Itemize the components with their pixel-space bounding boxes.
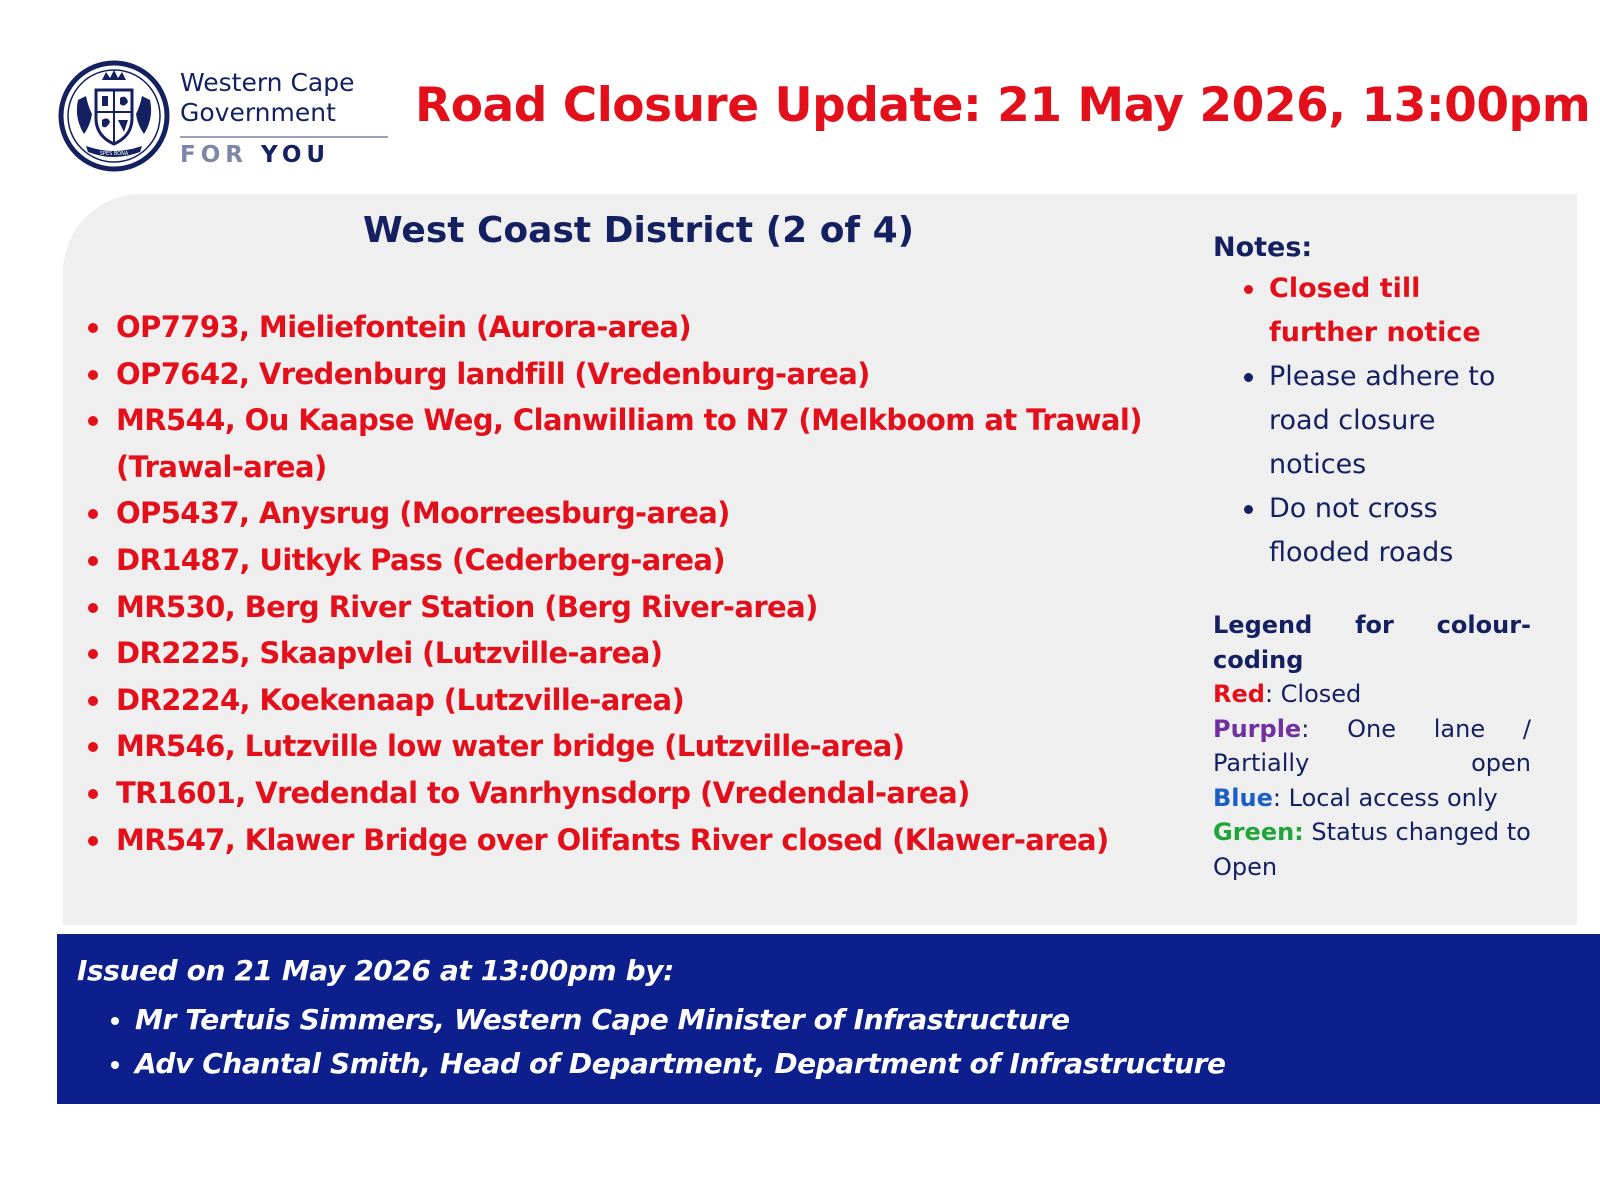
- bullet-icon: [111, 1017, 119, 1025]
- coat-of-arms-icon: [58, 60, 170, 172]
- bullet-icon: [1244, 285, 1253, 294]
- notes-section: [1213, 232, 1533, 575]
- closure-item: [88, 677, 1188, 724]
- notes-list: [1213, 267, 1533, 575]
- legend-key: Green:: [1213, 818, 1304, 846]
- issued-by-banner: [57, 934, 1600, 1104]
- crest-motto-text: SPES BONA: [99, 151, 129, 157]
- closure-text: DR2224, Koekenaap (Lutzville-area): [116, 682, 685, 717]
- closure-text: OP7793, Mieliefontein (Aurora-area): [116, 310, 691, 344]
- closure-text: OP7642, Vredenburg landfill (Vredenburg-area): [116, 356, 870, 391]
- note-text: Please adhere to road closure notices: [1269, 361, 1496, 480]
- legend-desc: One lane / Partially open: [1213, 714, 1531, 777]
- closure-item: [88, 304, 1188, 351]
- legend-heading-cont: coding: [1213, 645, 1304, 674]
- note-text: Do not cross flooded roads: [1269, 493, 1454, 568]
- closure-text: TR1601, Vredendal to Vanrhynsdorp (Vredendal-area): [116, 775, 970, 810]
- closure-list: [88, 304, 1188, 863]
- closure-item: [88, 351, 1188, 398]
- note-item: [1213, 487, 1533, 575]
- page-title: Road Closure Update: 21 May 2026, 13:00pm: [415, 78, 1591, 133]
- note-item: [1213, 267, 1533, 355]
- tagline: [180, 142, 330, 168]
- bullet-icon: [88, 789, 98, 799]
- legend-entry-green: [1213, 815, 1531, 884]
- closure-item: [88, 723, 1188, 770]
- bullet-icon: [88, 509, 98, 519]
- legend-key: Purple: [1213, 714, 1302, 743]
- bullet-icon: [111, 1061, 119, 1069]
- legend-entry-red: [1213, 677, 1531, 712]
- legend-sep: :: [1264, 680, 1274, 708]
- tagline-for: FOR: [180, 142, 248, 168]
- legend-entry-purple: [1213, 712, 1531, 781]
- bullet-icon: [88, 323, 98, 333]
- logo-divider: [180, 136, 388, 138]
- signatory-text: Mr Tertuis Simmers, Western Cape Minister of Infrastructure: [135, 1003, 1070, 1036]
- tagline-you: YOU: [261, 142, 331, 168]
- legend-desc: Status changed to Open: [1213, 818, 1531, 881]
- legend-key: Red: [1213, 680, 1265, 708]
- bullet-icon: [88, 836, 98, 846]
- bullet-icon: [88, 696, 98, 706]
- signatory-list: [107, 998, 1226, 1086]
- signatory-text: Adv Chantal Smith, Head of Department, Department of Infrastructure: [135, 1047, 1226, 1080]
- org-name: [180, 68, 390, 128]
- closure-item: [88, 630, 1188, 677]
- bullet-icon: [88, 603, 98, 613]
- district-title: West Coast District (2 of 4): [363, 210, 915, 251]
- legend-desc: Local access only: [1280, 783, 1498, 812]
- bullet-icon: [88, 556, 98, 566]
- legend-heading: Legend for colour-: [1213, 611, 1531, 639]
- closure-text: MR530, Berg River Station (Berg River-area): [116, 589, 818, 624]
- issued-line: Issued on 21 May 2026 at 13:00pm by:: [77, 954, 674, 987]
- closure-text: MR547, Klawer Bridge over Olifants River closed (Klawer-area): [116, 822, 1109, 857]
- bullet-icon: [88, 742, 98, 752]
- wcg-logo: [58, 58, 388, 178]
- closures-panel: [63, 194, 1577, 925]
- legend-sep: :: [1272, 783, 1281, 812]
- closure-text: OP5437, Anysrug (Moorreesburg-area): [116, 496, 730, 531]
- legend-sep: :: [1301, 714, 1310, 743]
- bullet-icon: [88, 370, 98, 380]
- closure-item: [88, 490, 1188, 537]
- closure-item: [88, 537, 1188, 584]
- signatory-item: [107, 1042, 1226, 1086]
- bullet-icon: [1244, 505, 1253, 514]
- signatory-item: [107, 998, 1226, 1042]
- bullet-icon: [88, 416, 98, 426]
- closure-item: [88, 770, 1188, 817]
- closure-text: MR544, Ou Kaapse Weg, Clanwilliam to N7 (Melkboom at Trawal) (Trawal-area): [116, 403, 1142, 484]
- closure-text: MR546, Lutzville low water bridge (Lutzville-area): [116, 729, 905, 764]
- legend-entry-blue: [1213, 781, 1531, 816]
- closure-item: [88, 584, 1188, 631]
- closure-text: DR1487, Uitkyk Pass (Cederberg-area): [116, 542, 726, 577]
- colour-legend: [1213, 608, 1531, 884]
- note-text: Closed till further notice: [1269, 273, 1481, 348]
- notes-heading: Notes:: [1213, 232, 1313, 263]
- legend-key: Blue: [1213, 783, 1273, 812]
- org-name-line2: Government: [180, 98, 336, 127]
- closure-item: [88, 397, 1188, 490]
- closure-text: DR2225, Skaapvlei (Lutzville-area): [116, 636, 663, 671]
- bullet-icon: [1244, 373, 1253, 382]
- closure-item: [88, 817, 1188, 864]
- note-item: [1213, 355, 1533, 487]
- bullet-icon: [88, 649, 98, 659]
- legend-desc: Closed: [1273, 680, 1362, 708]
- org-name-line1: Western Cape: [180, 68, 355, 97]
